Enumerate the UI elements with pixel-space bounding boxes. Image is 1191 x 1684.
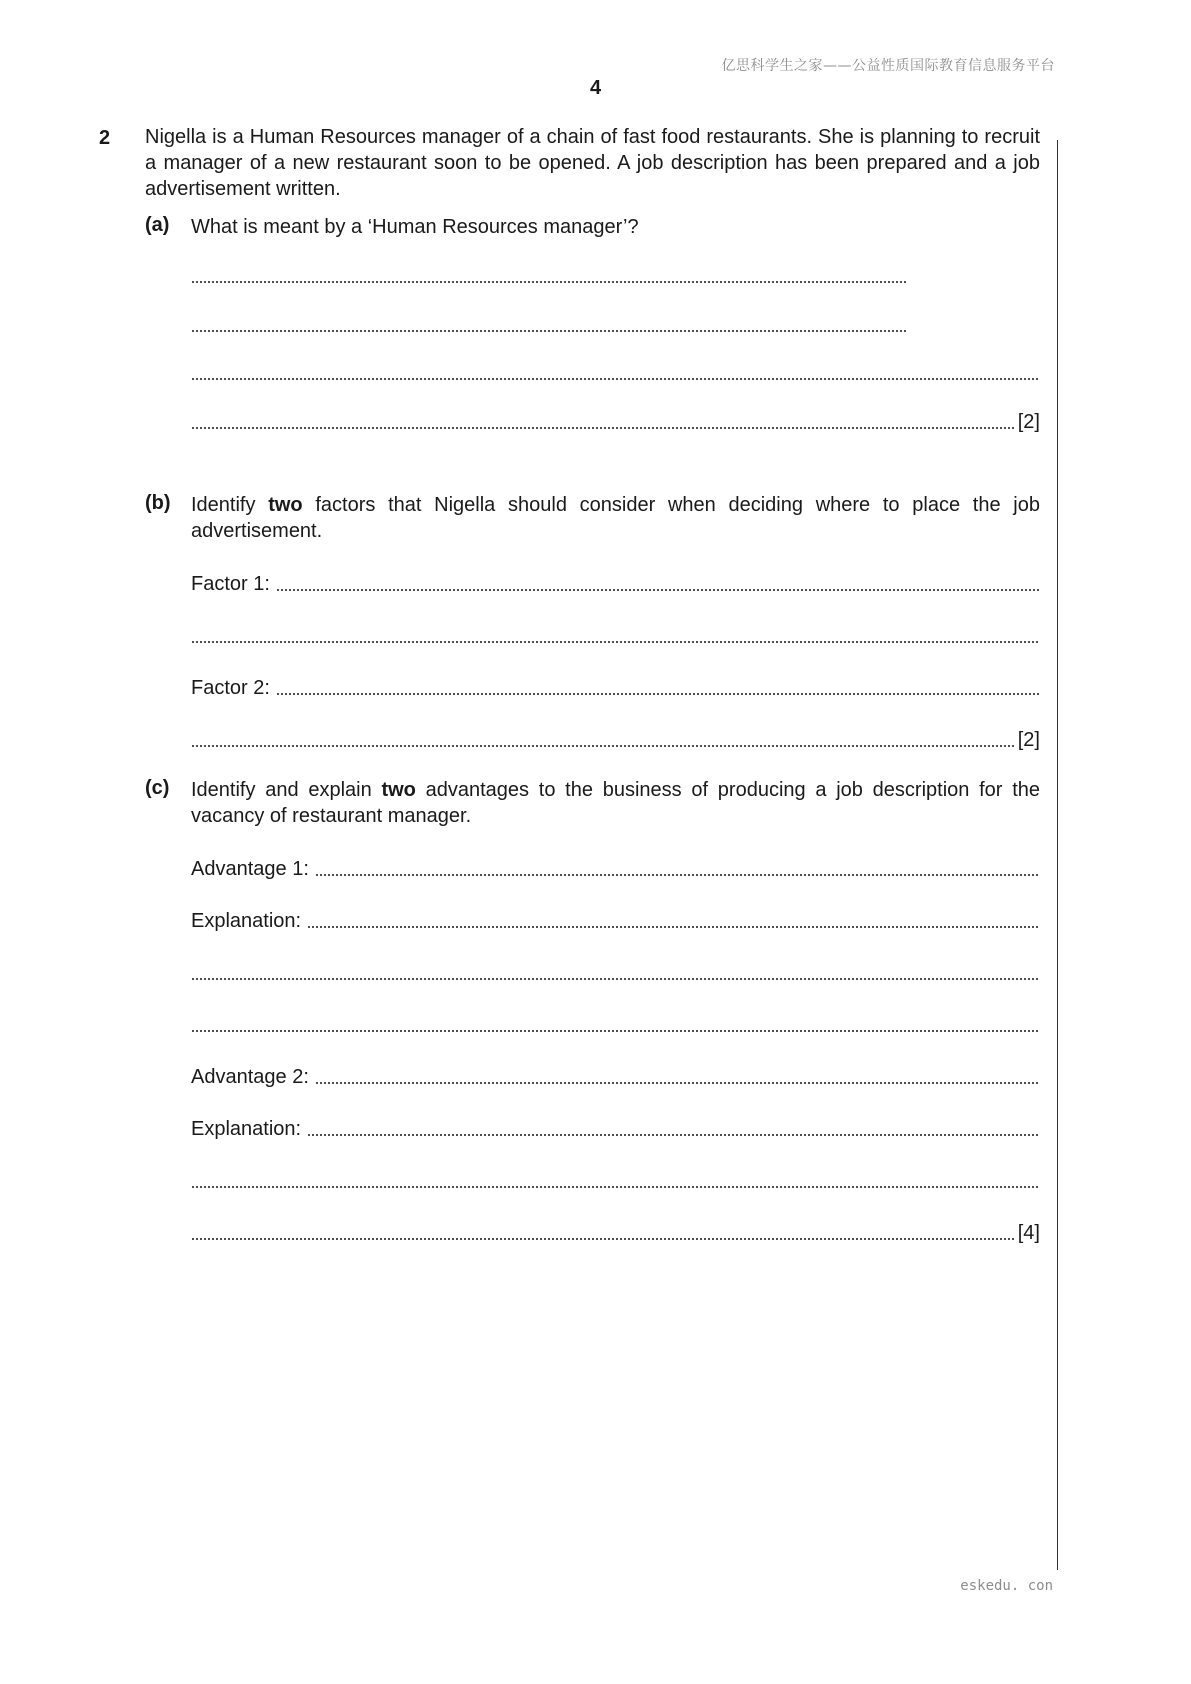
part-c-label: (c) [145,777,170,799]
advantage2-label: Advantage 2: [191,1066,309,1088]
question-number: 2 [99,127,111,149]
explanation2-label: Explanation: [191,1118,302,1140]
answer-line-a4[interactable] [191,408,1040,434]
part-a-label: (a) [145,214,170,236]
answer-line-explanation2[interactable] [191,1115,1040,1141]
answer-line-advantage2[interactable] [191,1063,1040,1089]
answer-line-a3[interactable] [191,359,1040,385]
answer-line-explanation1[interactable] [191,907,1040,933]
watermark-text: 亿思科学生之家——公益性质国际教育信息服务平台 [721,58,1055,74]
answer-line-a1[interactable] [191,262,908,288]
answer-line-c4[interactable] [191,1011,1040,1037]
question-stem: Nigella is a Human Resources manager of a chain of fast food restaurants. She is planning to recruit a manager of a new restaurant soon to be opened. A job description has been prepared and a job advertisement written. [145,126,1040,200]
mark-allocation-c: [4] [1017,1222,1040,1244]
mark-allocation-b: [2] [1017,729,1040,751]
answer-line-c3[interactable] [191,959,1040,985]
part-c-question: Identify and explain two advantages to the business of producing a job description for the vacancy of restaurant manager. [191,779,1040,827]
mark-allocation-a: [2] [1017,411,1040,433]
answer-line-b2[interactable] [191,622,1040,648]
part-b-question: Identify two factors that Nigella should consider when deciding where to place the job advertisement. [191,494,1040,542]
answer-line-b4[interactable] [191,726,1040,752]
part-b-label: (b) [145,492,171,514]
advantage1-label: Advantage 1: [191,858,309,880]
answer-line-factor2[interactable] [191,674,1040,700]
explanation1-label: Explanation: [191,910,302,932]
part-a-question: What is meant by a ‘Human Resources manager’? [191,216,639,238]
factor1-label: Factor 1: [191,573,270,595]
answer-line-c7[interactable] [191,1167,1040,1193]
footer-site-text: eskedu. con [960,1578,1053,1594]
page-number: 4 [589,77,602,99]
answer-line-c8[interactable] [191,1219,1040,1245]
margin-rule [1057,140,1058,1570]
answer-line-advantage1[interactable] [191,855,1040,881]
answer-line-factor1[interactable] [191,570,1040,596]
answer-line-a2[interactable] [191,311,908,337]
factor2-label: Factor 2: [191,677,270,699]
